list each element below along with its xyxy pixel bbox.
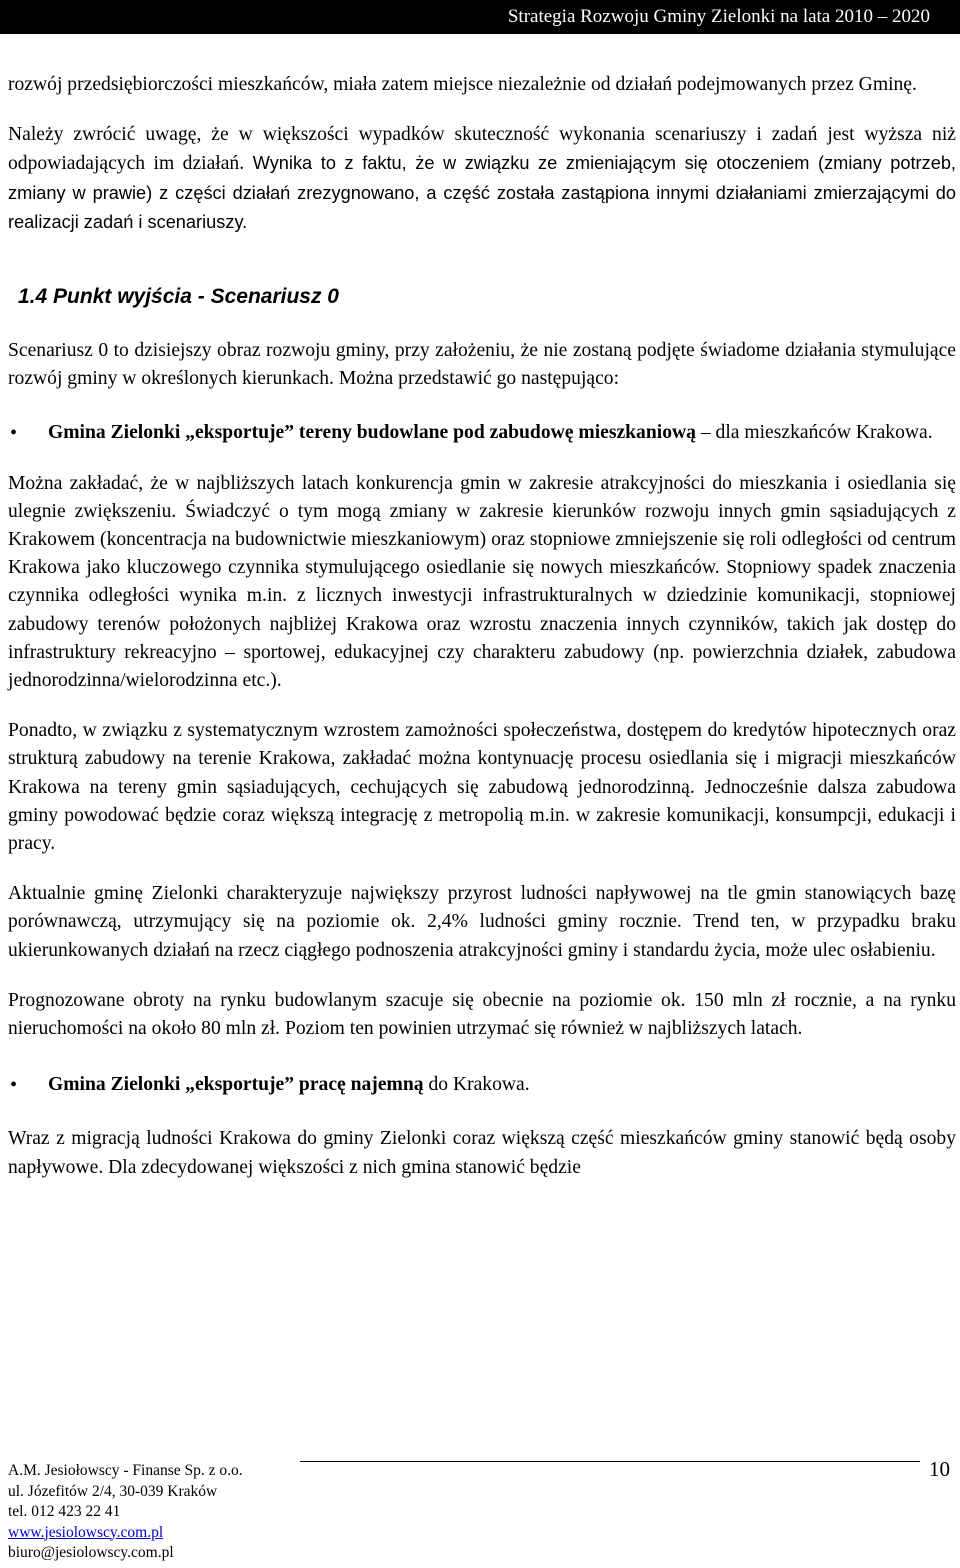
footer-phone: tel. 012 423 22 41: [8, 1503, 121, 1520]
bullet-text-bold: Gmina Zielonki „eksportuje” tereny budowlane pod zabudowę mieszkaniową: [48, 422, 696, 444]
footer-divider: [300, 1461, 920, 1462]
paragraph-text-sans: Wynika to z faktu, że w związku ze zmieniającym się otoczeniem (zmiany potrzeb, zmiany w prawie) z części działań zrezygnowano, a część została zastąpiona innymi działaniami zmierzającymi do realizacji zadań i scenariuszy.: [8, 153, 956, 232]
bullet-text: [48, 1071, 956, 1099]
paragraph: Aktualnie gminę Zielonki charakteryzuje największy przyrost ludności napływowej na tle gmin stanowiących bazę porównawczą, utrzymujący się na poziomie ok. 2,4% ludności gminy rocznie. Trend ten, w przypadku braku ukierunkowanych działań na rzecz ciągłego podnoszenia atrakcyjności gminy i standardu życia, może ulec osłabieniu.: [8, 883, 956, 961]
section-heading: 1.4 Punkt wyjścia - Scenariusz 0: [18, 285, 339, 309]
paragraph: rozwój przedsiębiorczości mieszkańców, miała zatem miejsce niezależnie od działań podejmowanych przez Gminę.: [8, 74, 917, 95]
bullet-item: [8, 1071, 956, 1099]
bullet-text-rest: – dla mieszkańców Krakowa.: [695, 422, 933, 444]
bullet-icon: •: [10, 1074, 18, 1097]
page-number: 10: [929, 1457, 950, 1481]
paragraph: Prognozowane obroty na rynku budowlanym szacuje się obecnie na poziomie ok. 150 mln zł rocznie, a na rynku nieruchomości na około 80 mln zł. Poziom ten powinien utrzymać się również w najbliższych latach.: [8, 989, 956, 1040]
bullet-text-rest: do Krakowa.: [423, 1074, 530, 1096]
paragraph-text: Można przedstawić go następująco:: [333, 368, 620, 390]
document-body: [8, 71, 956, 1182]
bullet-text-bold: Gmina Zielonki „eksportuje” pracę najemną: [48, 1074, 424, 1096]
footer-address: ul. Józefitów 2/4, 30-039 Kraków: [8, 1482, 218, 1500]
footer-website-link[interactable]: www.jesiolowscy.com.pl: [8, 1523, 164, 1541]
bullet-icon: •: [10, 422, 18, 445]
footer-company: A.M. Jesiołowscy - Finanse Sp. z o.o.: [8, 1462, 243, 1479]
bullet-text: [48, 419, 956, 447]
paragraph: Wraz z migracją ludności Krakowa do gminy Zielonki coraz większą część mieszkańców gminy stanowić będą osoby napływowe. Dla zdecydowanej większości z nich gmina stanowić będzie: [8, 1128, 956, 1178]
paragraph: Można zakładać, że w najbliższych latach konkurencja gmin w zakresie atrakcyjności do mieszkania i osiedlania się ulegnie zwiększeniu. Świadczyć o tym mogą zmiany w zakresie kierunków rozwoju innych gmin sąsiadujących z Krakowem (koncentracja na budownictwie mieszkaniowym) oraz stopniowe zmniejszenie się roli odległości od centrum Krakowa jako kluczowego czynnika stymulującego osiedlanie się nowych mieszkańców. Stopniowy spadek znaczenia czynnika odległości wynika m.in. z licznych inwestycji infrastrukturalnych w dziedzinie komunikacji, stopniowej zabudowy terenów położonych najbliżej Krakowa oraz wzrostu znaczenia innych czynników, takich jak dostęp do infrastruktury rekreacyjno – sportowej, edukacyjnej czy charakteru zabudowy (np. powierzchnia działek, zabudowa jednorodzinna/wielorodzinna etc.).: [8, 472, 956, 692]
bullet-item: [8, 419, 956, 447]
paragraph-text: Należy zwrócić uwagę, że w większości wypadków skuteczność wykonania scenariuszy i zadań jest wyższa niż odpowiadających im działań.: [8, 124, 956, 175]
paragraph: [8, 337, 956, 393]
page-footer: [8, 1461, 243, 1564]
paragraph: [8, 121, 956, 237]
paragraph-text: Scenariusz 0 to dzisiejszy obraz rozwoju gminy, przy założeniu, że nie zostaną podjęte świadome działania stymulujące rozwój gminy w określonych kierunkach.: [8, 340, 956, 390]
page-header: [0, 0, 960, 34]
footer-email: biuro@jesiolowscy.com.pl: [8, 1544, 174, 1561]
paragraph: Ponadto, w związku z systematycznym wzrostem zamożności społeczeństwa, dostępem do kredytów hipotecznych oraz strukturą zabudowy na terenie Krakowa, zakładać można kontynuację procesu osiedlania się i migracji mieszkańców Krakowa na tereny gmin sąsiadujących, cechujących się zabudową jednorodzinną. Jednocześnie dalsza zabudowa gminy powodować będzie coraz większą integrację z metropolią m.in. w zakresie komunikacji, konsumpcji, edukacji i pracy.: [8, 720, 956, 855]
document-title: Strategia Rozwoju Gminy Zielonki na lata 2010 – 2020: [507, 6, 930, 27]
